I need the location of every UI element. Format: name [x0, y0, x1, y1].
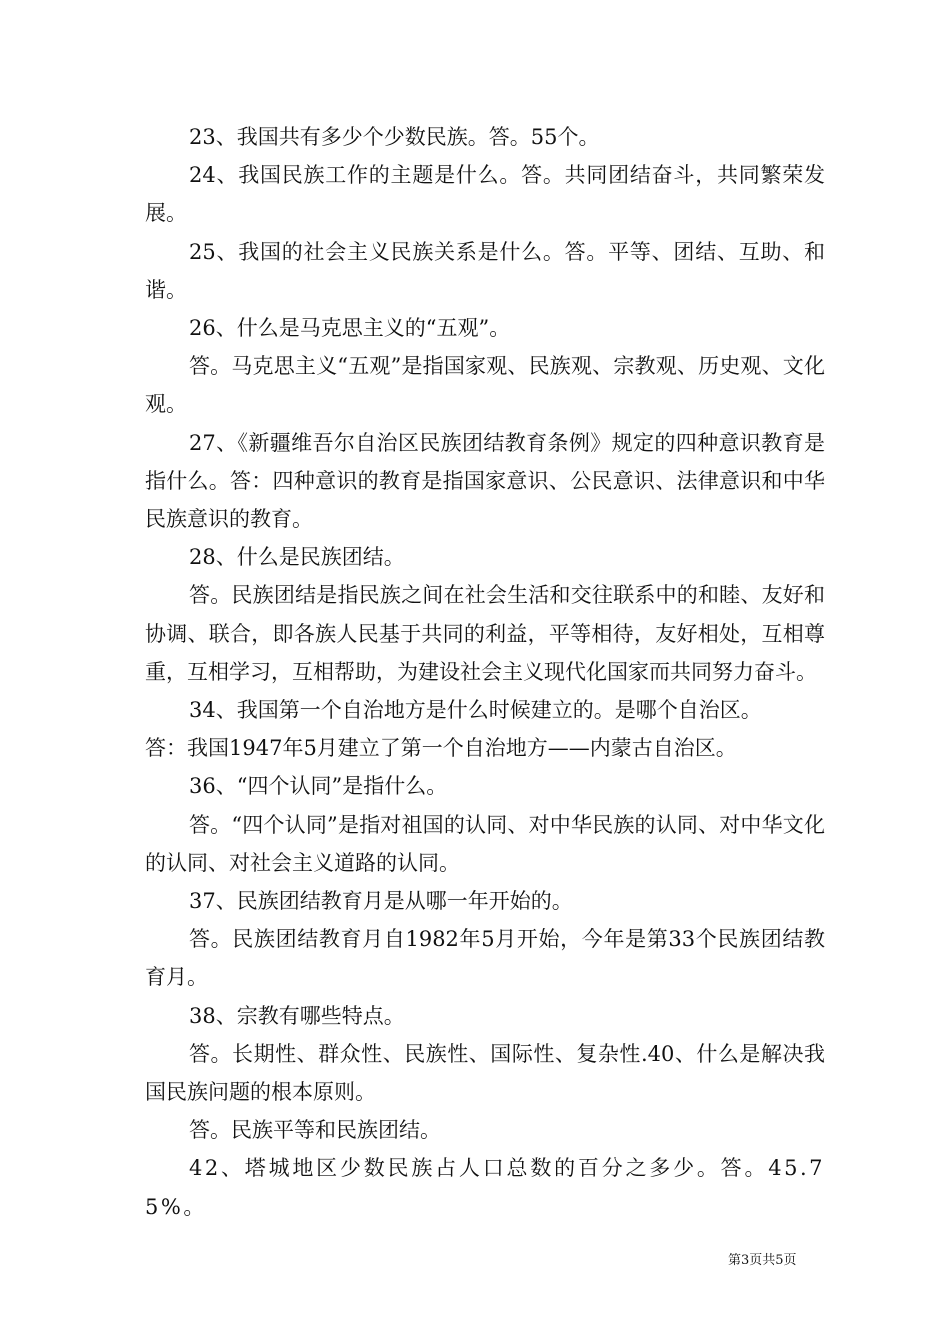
paragraph-a26: 答。马克思主义“五观”是指国家观、民族观、宗教观、历史观、文化观。: [145, 354, 825, 417]
paragraph-q23: 23、我国共有多少个少数民族。答。55个。: [189, 125, 600, 149]
paragraph-a38-q40: 答。长期性、群众性、民族性、国际性、复杂性.40、什么是解决我国民族问题的根本原则。: [145, 1041, 825, 1105]
paragraph-q42: 42、塔城地区少数民族占人口总数的百分之多少。答。45.75%。: [145, 1156, 825, 1219]
paragraph-a37: 答。民族团结教育月自1982年5月开始，今年是第33个民族团结教育月。: [145, 927, 825, 990]
document-body: [145, 118, 825, 1226]
paragraph-q27: 27、《新疆维吾尔自治区民族团结教育条例》规定的四种意识教育是指什么。答：四种意识的教育是指国家意识、公民意识、法律意识和中华民族意识的教育。: [145, 430, 825, 532]
paragraph-q34: 34、我国第一个自治地方是什么时候建立的。是哪个自治区。: [189, 698, 762, 723]
paragraph-a34: 答：我国1947年5月建立了第一个自治地方——内蒙古自治区。: [145, 736, 737, 761]
page-number-footer: 第3页共5页: [728, 1253, 797, 1268]
paragraph-a28: 答。民族团结是指民族之间在社会生活和交往联系中的和睦、友好和协调、联合，即各族人民基于共同的利益，平等相待，友好相处，互相尊重，互相学习，互相帮助，为建设社会主义现代化国家而共同努力奋斗。: [145, 583, 825, 684]
paragraph-q24: 24、我国民族工作的主题是什么。答。共同团结奋斗，共同繁荣发展。: [145, 163, 825, 226]
paragraph-q26: 26、什么是马克思主义的“五观”。: [189, 316, 511, 341]
paragraph-a40: 答。民族平等和民族团结。: [189, 1118, 441, 1143]
paragraph-q38: 38、宗教有哪些特点。: [189, 1003, 405, 1028]
paragraph-q25: 25、我国的社会主义民族关系是什么。答。平等、团结、互助、和谐。: [145, 239, 825, 302]
paragraph-q37: 37、民族团结教育月是从哪一年开始的。: [189, 889, 573, 914]
paragraph-a36: 答。“四个认同”是指对祖国的认同、对中华民族的认同、对中华文化的认同、对社会主义道路的认同。: [145, 812, 825, 875]
paragraph-q36: 36、“四个认同”是指什么。: [189, 774, 448, 799]
paragraph-q28: 28、什么是民族团结。: [189, 545, 405, 570]
